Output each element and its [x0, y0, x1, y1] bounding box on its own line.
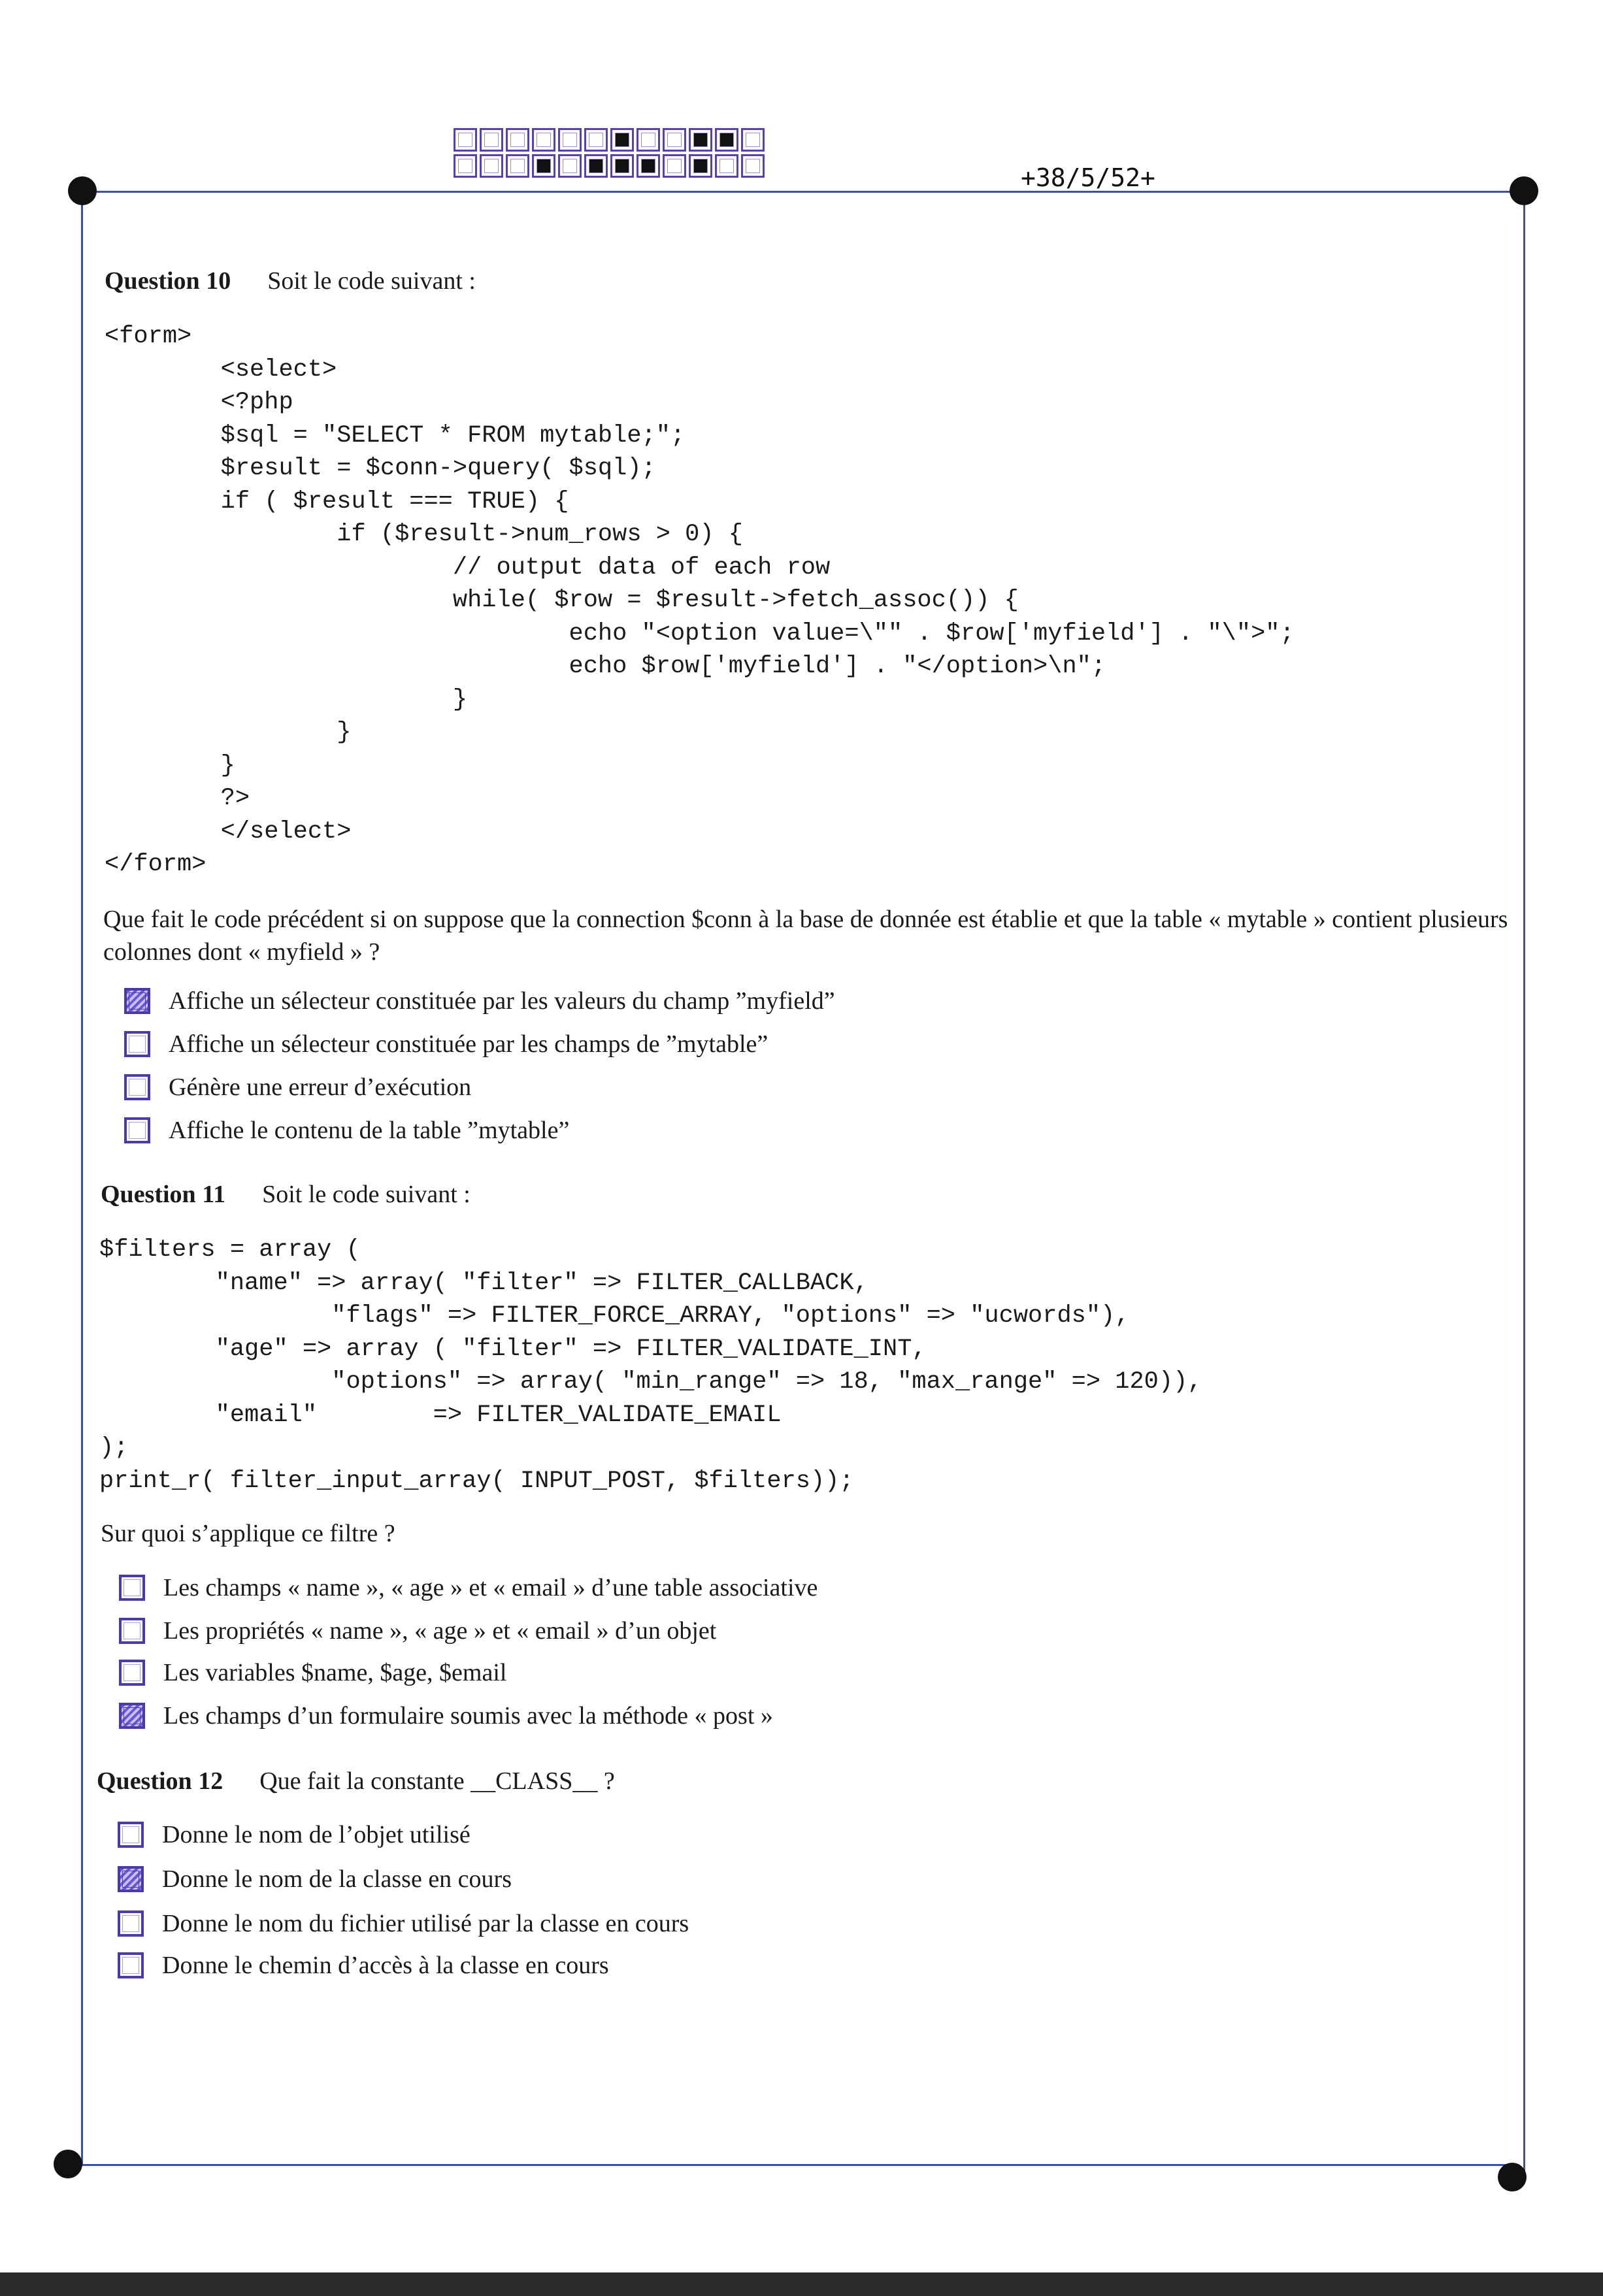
- question-10-prompt: Que fait le code précédent si on suppose que la connection $conn à la base de donnée est établie et que la table « mytable » contient plusieurs colonnes dont « myfield » ?: [103, 906, 1508, 966]
- frame-top-line: [81, 191, 1525, 193]
- binary-cell-empty: [741, 128, 765, 152]
- q12-answer-2[interactable]: [118, 1865, 512, 1894]
- binary-cell-filled: [584, 154, 608, 178]
- binary-cell-empty: [558, 128, 582, 152]
- checkbox-icon[interactable]: [118, 1911, 144, 1937]
- binary-cell-empty: [480, 128, 503, 152]
- question-intro: Que fait la constante __CLASS__ ?: [259, 1767, 615, 1795]
- frame-right-line: [1523, 191, 1525, 2177]
- binary-page-code: [454, 128, 767, 178]
- question-number: Question 12: [97, 1767, 223, 1795]
- binary-cell-empty: [636, 128, 660, 152]
- question-10-code: <form> <select> <?php $sql = "SELECT * FROM mytable;"; $result = $conn->query( $sql); if ( $result === TRUE) { if ($result->num_rows > 0) { // output data of each row while( $row = $result->fetch_assoc()) { echo "<option value=\"" . $row['myfield'] . "\">"; echo $row['myfield'] . "</option>\n"; } } } ?> </select> </form>: [105, 323, 1295, 878]
- binary-cell-empty: [715, 154, 738, 178]
- frame-bottom-line: [65, 2164, 1516, 2166]
- checkbox-icon[interactable]: [118, 1952, 144, 1978]
- checkbox-icon[interactable]: [119, 1618, 145, 1644]
- binary-cell-empty: [454, 154, 477, 178]
- binary-cell-empty: [741, 154, 765, 178]
- question-11-heading: [101, 1180, 471, 1209]
- checkbox-icon[interactable]: [119, 1660, 145, 1686]
- q11-answer-3[interactable]: [119, 1658, 506, 1687]
- corner-marker-bottom-right: [1498, 2163, 1527, 2191]
- question-11-prompt: Sur quoi s’applique ce filtre ?: [101, 1520, 395, 1547]
- page-identifier: +38/5/52+: [1021, 163, 1155, 192]
- binary-cell-empty: [663, 128, 686, 152]
- binary-cell-filled: [532, 154, 555, 178]
- checkbox-icon[interactable]: [124, 1074, 150, 1100]
- binary-cell-filled: [610, 128, 634, 152]
- q12-answer-4[interactable]: [118, 1951, 609, 1980]
- corner-marker-top-left: [68, 176, 97, 205]
- checkbox-checked-icon[interactable]: [124, 988, 150, 1014]
- binary-code-row: [454, 154, 767, 178]
- answer-label: Les champs d’un formulaire soumis avec la méthode « post »: [163, 1702, 773, 1730]
- checkbox-checked-icon[interactable]: [119, 1703, 145, 1729]
- binary-cell-empty: [558, 154, 582, 178]
- binary-cell-empty: [454, 128, 477, 152]
- corner-marker-bottom-left: [54, 2150, 82, 2178]
- answer-label: Les variables $name, $age, $email: [163, 1659, 507, 1686]
- answer-label: Affiche un sélecteur constituée par les champs de ”mytable”: [169, 1030, 768, 1058]
- question-10-heading: [105, 267, 476, 295]
- binary-cell-empty: [480, 154, 503, 178]
- binary-cell-filled: [636, 154, 660, 178]
- binary-code-row: [454, 128, 767, 152]
- answer-label: Les propriétés « name », « age » et « email » d’un objet: [163, 1617, 717, 1645]
- binary-cell-empty: [532, 128, 555, 152]
- q10-answer-3[interactable]: [124, 1073, 471, 1102]
- checkbox-icon[interactable]: [124, 1031, 150, 1057]
- q10-answer-1[interactable]: [124, 987, 835, 1015]
- checkbox-icon[interactable]: [118, 1822, 144, 1848]
- question-intro: Soit le code suivant :: [267, 267, 476, 295]
- corner-marker-top-right: [1510, 176, 1538, 205]
- q11-answer-4[interactable]: [119, 1701, 773, 1730]
- answer-label: Donne le nom de l’objet utilisé: [162, 1821, 471, 1848]
- answer-label: Donne le nom du fichier utilisé par la classe en cours: [162, 1910, 689, 1937]
- answer-label: Affiche le contenu de la table ”mytable”: [169, 1117, 570, 1144]
- scan-edge-bar: [0, 2272, 1603, 2296]
- binary-cell-filled: [715, 128, 738, 152]
- answer-label: Les champs « name », « age » et « email » d’une table associative: [163, 1574, 818, 1601]
- answer-label: Donne le nom de la classe en cours: [162, 1865, 512, 1893]
- binary-cell-filled: [610, 154, 634, 178]
- question-number: Question 10: [105, 267, 231, 295]
- question-intro: Soit le code suivant :: [262, 1181, 471, 1208]
- q12-answer-3[interactable]: [118, 1909, 689, 1938]
- question-11-code: $filters = array ( "name" => array( "filter" => FILTER_CALLBACK, "flags" => FILTER_FORCE_ARRAY, "options" => "ucwords"), "age" => array ( "filter" => FILTER_VALIDATE_INT, "options" => array( "min_range" => 18, "max_range" => 120)), "email" => FILTER_VALIDATE_EMAIL ); print_r( filter_input_array( INPUT_POST, $filters));: [99, 1236, 1202, 1495]
- frame-left-line: [81, 191, 83, 2164]
- binary-cell-empty: [663, 154, 686, 178]
- binary-cell-empty: [506, 128, 529, 152]
- answer-label: Donne le chemin d’accès à la classe en cours: [162, 1952, 609, 1979]
- q10-answer-2[interactable]: [124, 1030, 768, 1058]
- q11-answer-1[interactable]: [119, 1573, 818, 1602]
- question-number: Question 11: [101, 1181, 226, 1208]
- checkbox-icon[interactable]: [124, 1117, 150, 1143]
- binary-cell-filled: [689, 128, 712, 152]
- binary-cell-filled: [689, 154, 712, 178]
- question-12-heading: [97, 1767, 615, 1796]
- q11-answer-2[interactable]: [119, 1616, 716, 1645]
- q12-answer-1[interactable]: [118, 1820, 471, 1849]
- binary-cell-empty: [584, 128, 608, 152]
- checkbox-icon[interactable]: [119, 1575, 145, 1601]
- q10-answer-4[interactable]: [124, 1116, 569, 1145]
- binary-cell-empty: [506, 154, 529, 178]
- answer-label: Affiche un sélecteur constituée par les valeurs du champ ”myfield”: [169, 987, 835, 1015]
- checkbox-checked-icon[interactable]: [118, 1866, 144, 1892]
- answer-label: Génère une erreur d’exécution: [169, 1074, 472, 1101]
